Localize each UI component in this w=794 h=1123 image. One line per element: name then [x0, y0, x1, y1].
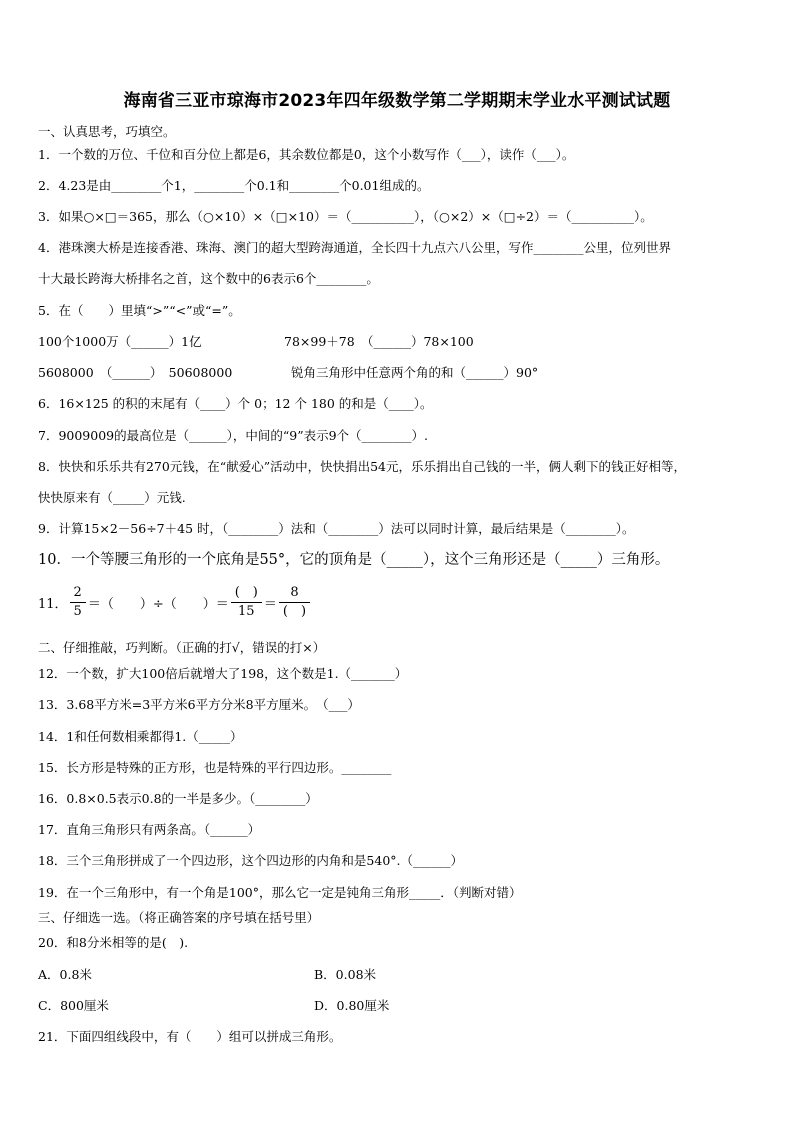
question-11-middle: ＝（ ）÷（ ）＝ — [87, 597, 229, 612]
fraction-1-numerator: 2 — [70, 584, 86, 603]
question-13: 13．3.68平方米=3平方米6平方分米8平方厘米。 （___） — [38, 697, 360, 712]
compare-item-4: 锐角三角形中任意两个角的和（______）90° — [291, 365, 539, 380]
section-1-heading: 一、认真思考，巧填空。 — [38, 124, 176, 139]
question-20: 20．和8分米相等的是( ). — [38, 935, 189, 950]
fraction-3-numerator: 8 — [279, 584, 310, 603]
question-17: 17．直角三角形只有两条高。（______） — [38, 822, 261, 837]
question-6: 6．16×125 的积的末尾有（____）个 0；12 个 180 的和是（____）。 — [38, 396, 433, 411]
question-8-line-1: 8．快快和乐乐共有270元钱，在“献爱心”活动中，快快捐出54元，乐乐捐出自己钱的一半，俩人剩下的钱正好相等， — [38, 459, 687, 474]
question-5-row-2 — [38, 365, 764, 381]
question-7: 7．9009009的最高位是（______），中间的“9”表示9个（________）. — [38, 428, 429, 443]
question-3: 3．如果○×□＝365，那么（○×10）×（□×10）＝（__________），（○×2）×（□÷2）＝（__________）。 — [38, 209, 653, 224]
page-title: 海南省三亚市琼海市2023年四年级数学第二学期期末学业水平测试试题 — [123, 91, 671, 111]
fraction-3 — [279, 584, 310, 621]
fraction-3-denominator: ( ) — [282, 604, 307, 619]
equals-sign: ＝ — [263, 597, 277, 612]
compare-item-3: 5608000 （______） 50608000 — [38, 365, 233, 380]
fraction-2-numerator: ( ) — [231, 584, 262, 603]
option-c: C．800厘米 — [38, 998, 109, 1013]
question-1: 1．一个数的万位、千位和百分位上都是6，其余数位都是0，这个小数写作（___），读作（___）。 — [38, 147, 575, 162]
question-16: 16．0.8×0.5表示0.8的一半是多少。（________） — [38, 791, 318, 806]
fraction-2-denominator: 15 — [238, 604, 255, 619]
question-4-line-2: 十大最长跨海大桥排名之首，这个数中的6表示6个________。 — [38, 271, 379, 286]
question-8-line-2: 快快原来有（_____）元钱. — [38, 490, 186, 505]
option-b: B．0.08米 — [314, 967, 377, 982]
fraction-2 — [231, 584, 262, 621]
compare-item-2: 78×99＋78 （______）78×100 — [284, 334, 474, 349]
section-3-heading: 三、仔细选一选。（将正确答案的序号填在括号里） — [38, 910, 320, 925]
fraction-1-denominator: 5 — [73, 604, 82, 619]
question-5: 5．在（ ）里填“>”“<”或“=”。 — [38, 303, 241, 318]
question-12: 12．一个数，扩大100倍后就增大了198，这个数是1.（_______） — [38, 666, 408, 681]
section-2-heading: 二、仔细推敲，巧判断。（正确的打√，错误的打×） — [38, 640, 326, 655]
option-d: D．0.80厘米 — [314, 998, 390, 1013]
question-11 — [38, 584, 312, 621]
question-9: 9．计算15×2－56÷7＋45 时，（________）法和（________）法可以同时计算，最后结果是（________）。 — [38, 521, 635, 536]
option-a: A．0.8米 — [38, 967, 92, 982]
question-20-options-row-1 — [38, 967, 764, 983]
question-4-line-1: 4．港珠澳大桥是连接香港、珠海、澳门的超大型跨海通道，全长四十九点六八公里，写作________公里，位列世界 — [38, 240, 671, 255]
compare-item-1: 100个1000万（______）1亿 — [38, 334, 202, 349]
question-5-row-1 — [38, 334, 764, 350]
question-15: 15．长方形是特殊的正方形，也是特殊的平行四边形。________ — [38, 760, 392, 775]
fraction-1 — [70, 584, 86, 621]
question-14: 14．1和任何数相乘都得1.（_____） — [38, 729, 243, 744]
question-19: 19．在一个三角形中，有一个角是100°，那么它一定是钝角三角形_____．（判断对错） — [38, 885, 522, 900]
question-2: 2．4.23是由________个1，________个0.1和________个0.01组成的。 — [38, 178, 430, 193]
question-18: 18．三个三角形拼成了一个四边形，这个四边形的内角和是540°.（______） — [38, 853, 463, 868]
question-10: 10．一个等腰三角形的一个底角是55°，它的顶角是（_____），这个三角形还是（_____）三角形。 — [38, 552, 670, 568]
question-21: 21．下面四组线段中，有（ ）组可以拼成三角形。 — [38, 1029, 342, 1044]
question-20-options-row-2 — [38, 998, 764, 1014]
question-11-label: 11． — [38, 597, 68, 612]
